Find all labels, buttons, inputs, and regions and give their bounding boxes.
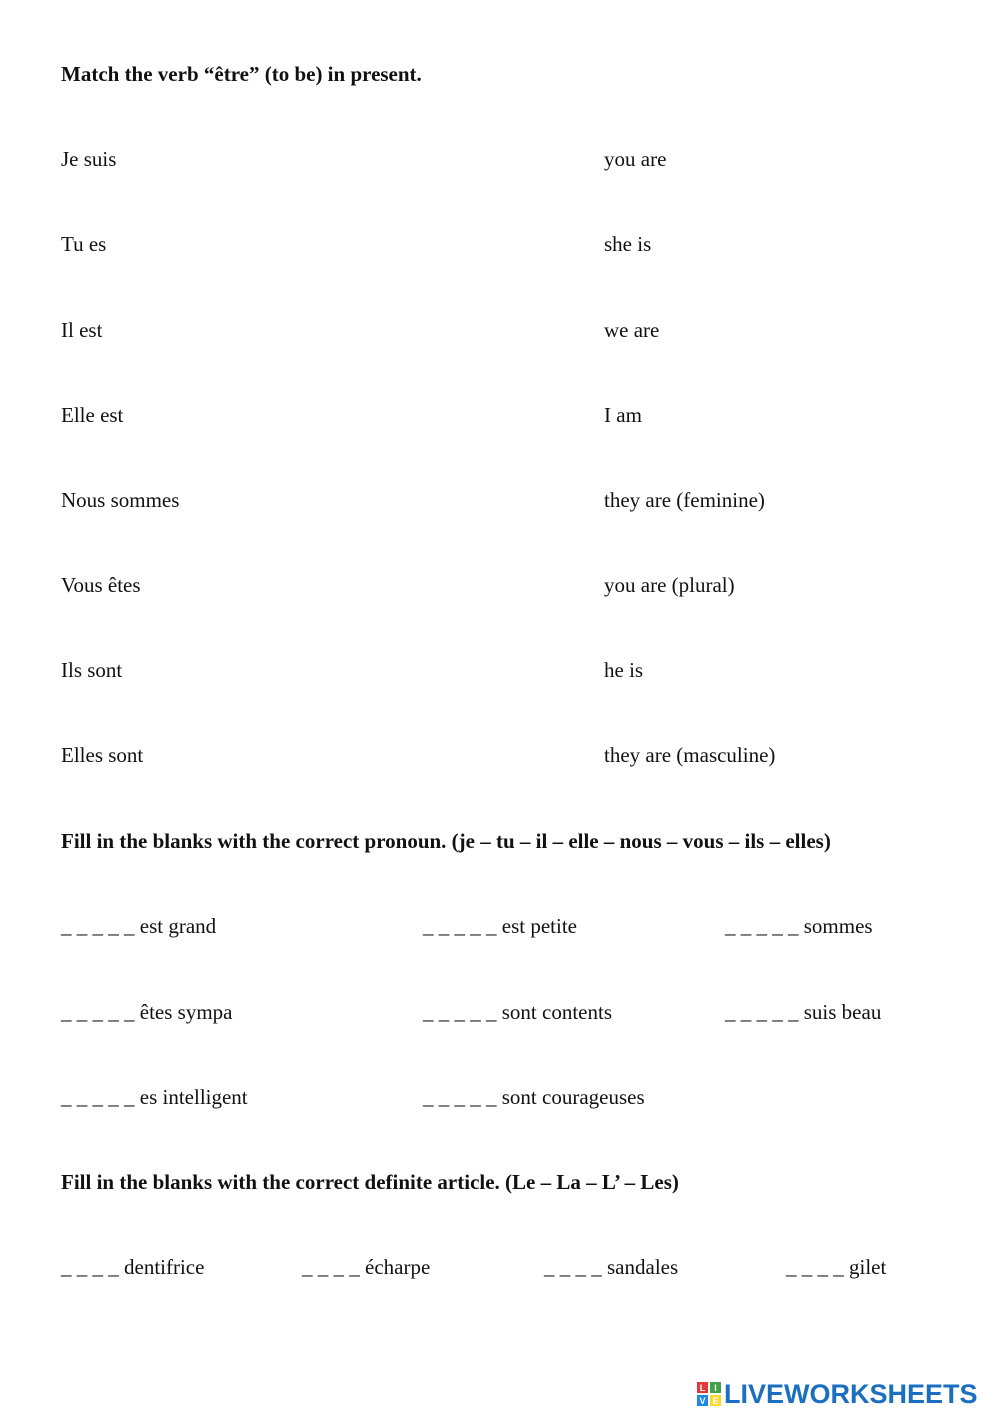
match-right-item: you are	[604, 147, 667, 171]
liveworksheets-logo	[697, 1378, 978, 1410]
article-blank-item[interactable]: _ _ _ _ écharpe	[302, 1255, 431, 1279]
article-blank-item[interactable]: _ _ _ _ dentifrice	[61, 1255, 205, 1279]
match-left-item: Nous sommes	[61, 488, 180, 512]
match-right-item: I am	[604, 403, 642, 427]
pronoun-blank-item[interactable]: _ _ _ _ _ sont courageuses	[423, 1085, 645, 1109]
match-left-item: Tu es	[61, 232, 107, 256]
match-right-item: they are (feminine)	[604, 488, 765, 512]
logo-mark-cell: I	[710, 1382, 721, 1393]
match-right-item: she is	[604, 232, 652, 256]
match-left-item: Il est	[61, 318, 103, 342]
article-blank-item[interactable]: _ _ _ _ gilet	[786, 1255, 887, 1279]
pronoun-blank-item[interactable]: _ _ _ _ _ sommes	[725, 914, 873, 938]
logo-mark-cell: V	[697, 1395, 708, 1406]
pronoun-blank-item[interactable]: _ _ _ _ _ suis beau	[725, 1000, 882, 1024]
liveworksheets-logo-icon	[697, 1382, 721, 1406]
match-right-item: he is	[604, 658, 644, 682]
pronoun-blank-item[interactable]: _ _ _ _ _ es intelligent	[61, 1085, 248, 1109]
match-right-item: we are	[604, 318, 660, 342]
logo-mark-cell: L	[697, 1382, 708, 1393]
pronoun-blank-item[interactable]: _ _ _ _ _ est petite	[423, 914, 577, 938]
pronoun-blank-item[interactable]: _ _ _ _ _ est grand	[61, 914, 217, 938]
match-left-item: Je suis	[61, 147, 117, 171]
match-left-item: Elle est	[61, 403, 124, 427]
match-left-item: Elles sont	[61, 743, 144, 767]
pronoun-blank-item[interactable]: _ _ _ _ _ sont contents	[423, 1000, 612, 1024]
section-title-article: Fill in the blanks with the correct definite article. (Le – La – L’ – Les)	[61, 1170, 679, 1194]
match-left-item: Vous êtes	[61, 573, 141, 597]
match-right-item: you are (plural)	[604, 573, 735, 597]
logo-mark-cell: E	[710, 1395, 721, 1406]
match-right-item: they are (masculine)	[604, 743, 776, 767]
match-left-item: Ils sont	[61, 658, 123, 682]
section-title-match: Match the verb “être” (to be) in present.	[61, 62, 422, 86]
pronoun-blank-item[interactable]: _ _ _ _ _ êtes sympa	[61, 1000, 233, 1024]
logo-text: LIVEWORKSHEETS	[724, 1378, 978, 1409]
section-title-pronoun: Fill in the blanks with the correct pronoun. (je – tu – il – elle – nous – vous – ils – elles)	[61, 829, 831, 853]
article-blank-item[interactable]: _ _ _ _ sandales	[544, 1255, 679, 1279]
